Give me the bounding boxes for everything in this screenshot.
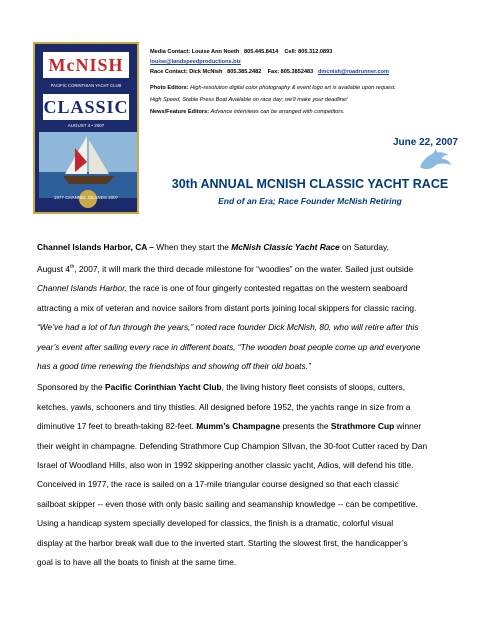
media-email-link[interactable]: louise@landspeedproductions.biz [150,59,241,65]
race-email-link[interactable]: dmcnish@roadrunner.com [317,69,390,75]
media-contact-line [150,48,332,56]
race-poster [33,42,139,214]
photo-label: Photo Editors: [150,85,189,91]
text-line: has a good time renewing the friendships and showing off their old boats.” [37,361,311,372]
text-line: Conceived in 1977, the race is sailed on a 17-mile triangular course designed so that each classic [37,479,399,489]
ordinal-suffix: th [70,263,75,270]
media-email-line [150,58,241,66]
headline: 30th ANNUAL MCNISH CLASSIC YACHT RACE [171,177,449,191]
text-line: year’s event after sailing every race in different boats, “The wooden boat people come up and everyone [37,341,421,352]
paragraph-4 [37,475,467,573]
paragraph-2-quote [37,318,467,377]
cup-name: Strathmore Cup [330,421,395,432]
text-line: “We’ve had a lot of fun through the years,” noted race founder Dick McNish, 80, who will retire after this [37,322,419,332]
text-line: attracting a mix of veteran and novice sailors from distant ports joining local skippers for classic racing. [37,302,417,313]
text-span: , the living history fleet consists of sloops, cutters, [221,382,406,392]
text-line: display at the harbor break wall due to the inverted start. Starting the slowest first, the handicapper’s [37,537,408,548]
club-name: Pacific Corinthian Yacht Club [104,382,222,392]
boat-text: High Speed, Stable Press Boat Available on race day; we'll make your deadline! [150,97,348,103]
text-span: on Saturday, [342,242,389,252]
text-span: Sponsored by the [37,382,103,392]
poster-years: 1977 CHANNEL ISLANDS 2007 [53,195,119,200]
subheadline: End of an Era; Race Founder McNish Retiring [218,196,402,206]
release-date: June 22, 2007 [392,137,458,148]
text-span: , 2007, it will mark the third decade milestone for “woodies” on the water. Sailed just outside [74,263,414,274]
race-phone: 805.385.2482 [227,69,262,75]
poster-date: AUGUST 4 • 2007 [67,123,105,128]
news-editors-line [150,108,345,116]
text-span: diminutive 17 feet to breath-taking 82-feet. [37,421,194,432]
text-line: ketches, yawls, schooners and tiny thistles. All designed before 1952, the yachts range in size from a [37,401,411,412]
paragraph-1 [37,238,467,318]
text-span: winner [396,421,422,432]
media-name: Louise Ann Noeth [191,49,240,55]
text-span: August 4 [37,263,71,274]
news-text: Advance interviews can be arranged with competitors. [210,109,345,115]
text-span: the race is one of four gingerly contested regattas on the western seaboard [129,282,408,293]
text-line: goal is to have all the boats to finish at the same time. [37,557,237,568]
race-name: Dick McNish [189,69,223,75]
text-line: Israel of Woodland Hills, also won in 1992 skippering another classic yacht, Adios, will defend his title. [37,460,414,471]
media-label: Media Contact: [150,49,191,55]
poster-club: PACIFIC CORINTHIAN YACHT CLUB [50,83,122,88]
race-contact-line [150,68,389,76]
media-cell: Cell: 805.312.0893 [284,49,333,55]
dateline: Channel Islands Harbor, CA – [37,242,154,252]
harbor-name: Channel Islands Harbor, [37,282,127,293]
text-line: Using a handicap system specially developed for classics, the finish is a dramatic, colorful visual [37,518,394,529]
dolphin-icon [418,147,452,175]
poster-title-bottom: CLASSIC [43,94,129,120]
poster-title-top: McNISH [43,52,129,78]
news-label: News/Feature Editors: [150,109,210,115]
sponsor-name: Mumm’s Champagne [196,421,281,432]
press-boat-line [150,96,348,104]
race-label: Race Contact: [150,69,188,75]
photo-editors-line [150,84,396,92]
race-name: McNish Classic Yacht Race [231,242,340,252]
race-fax: Fax: 805.3852483 [267,69,314,75]
paragraph-3 [37,378,467,476]
photo-text: High-resolution digital color photography & event logo art is available upon request. [190,85,396,91]
text-line: sailboat skipper -- even those with only basic sailing and seamanship knowledge -- can be competitive. [37,498,418,509]
text-line: their weight in champagne. Defending Strathmore Cup Champion SIlvan, the 30-foot Cutter raced by Dan [37,440,428,451]
text-span: presents the [282,421,329,432]
text-span: When they start the [156,242,229,252]
media-phone: 805.445.8414 [243,49,279,55]
